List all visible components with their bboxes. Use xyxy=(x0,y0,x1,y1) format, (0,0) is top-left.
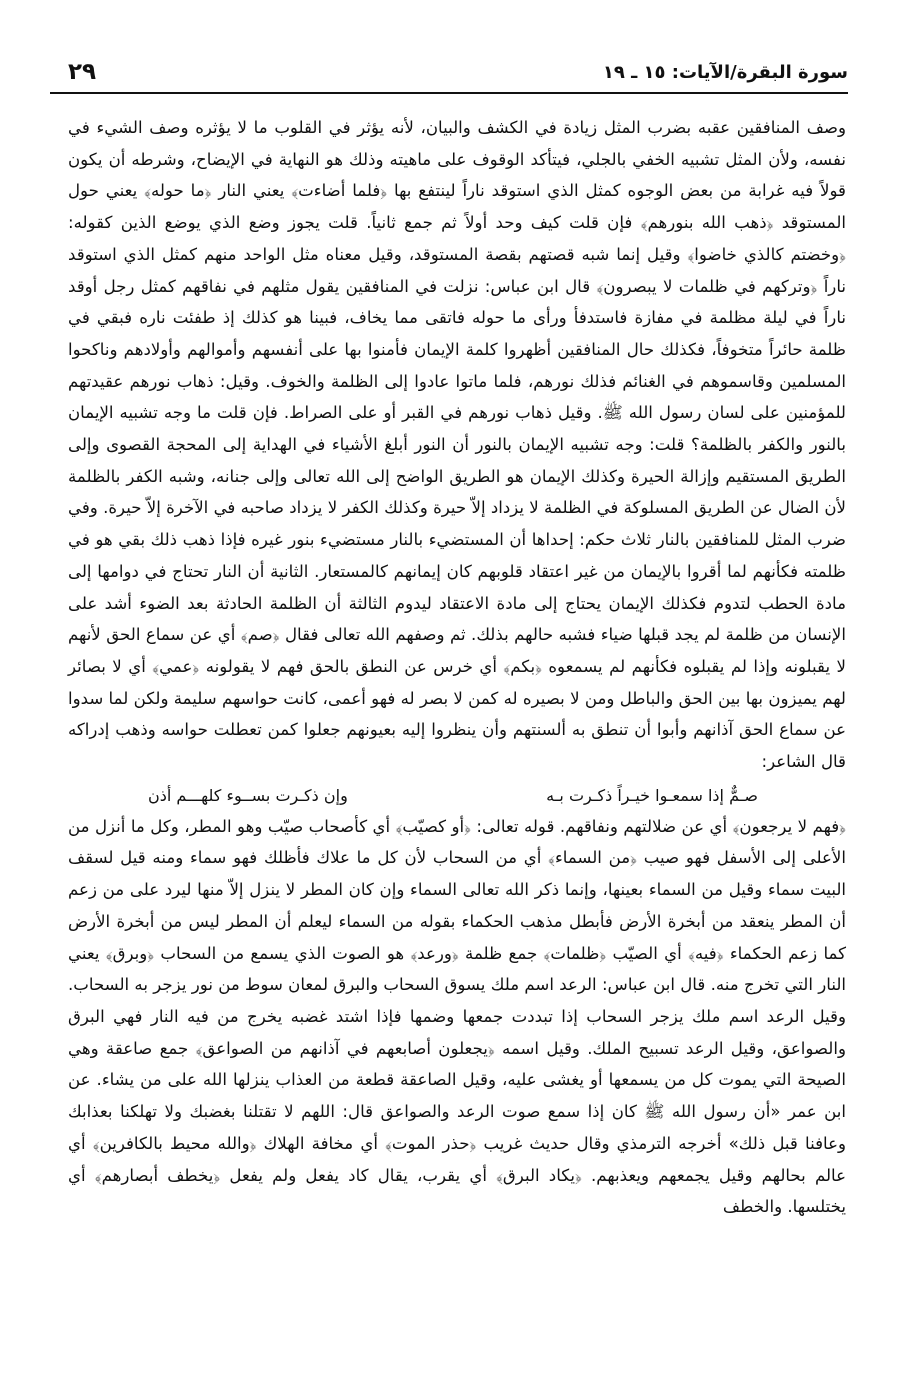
paragraph-commentary-2: ﴿فهم لا يرجعون﴾ أي عن ضلالتهم ونفاقهم. قوله تعالى: ﴿أو كصيّب﴾ أي كأصحاب صيّب وهو المطر، وكل ما أنزل من الأعلى إلى الأسفل فهو صيب ﴿من السماء﴾ أي من السحاب لأن كل ما علاك فأظلك فهو سماء ومنه قيل لسقف البيت سماء وقيل من السماء بعينها، وإنما ذكر الله تعالى السماء وإن كان المطر لا ينزل إلاّ منها ليرد على من زعم أن المطر ينعقد من أبخرة الأرض فأبطل مذهب الحكماء بقوله من السماء ليعلم أن المطر ليس من أبخرة الأرض كما زعم الحكماء ﴿فيه﴾ أي الصيّب ﴿ظلمات﴾ جمع ظلمة ﴿ورعد﴾ هو الصوت الذي يسمع من السحاب ﴿وبرق﴾ يعني النار التي تخرج منه. قال ابن عباس: الرعد اسم ملك يسوق السحاب والبرق لمعان سوط من نور يزجر به السحاب. وقيل الرعد اسم ملك يزجر السحاب إذا تبددت جمعها وضمها فإذا اشتد غضبه يخرج من فيه النار فهي البرق والصواعق، وقيل الرعد تسبيح الملك. وقيل اسمه ﴿يجعلون أصابعهم في آذانهم من الصواعق﴾ جمع صاعقة وهي الصيحة التي يموت كل من يسمعها أو يغشى عليه، وقيل الصاعقة قطعة من العذاب ينزلها الله على من يشاء. عن ابن عمر «أن رسول الله ﷺ كان إذا سمع صوت الرعد والصواعق قال: اللهم لا تقتلنا بغضبك ولا تهلكنا بعذابك وعافنا قبل ذلك» أخرجه الترمذي وقال حديث غريب ﴿حذر الموت﴾ أي مخافة الهلاك ﴿والله محيط بالكافرين﴾ أي عالم بحالهم وقيل يجمعهم ويعذبهم. ﴿يكاد البرق﴾ أي يقرب، يقال كاد يفعل ولم يفعل ﴿يخطف أبصارهم﴾ أي يختلسها. والخطف xyxy=(68,816,846,1217)
poem-left-hemistich: وإن ذكـرت بســوء كلهـــم أذن xyxy=(148,785,348,805)
poem-right-hemistich: صـمٌّ إذا سمعـوا خيـراً ذكـرت بـه xyxy=(546,785,758,805)
page-number: ٢٩ xyxy=(60,58,104,86)
body-text xyxy=(68,112,846,1223)
page-header xyxy=(50,56,848,94)
header-rule xyxy=(50,92,848,94)
poem-verse xyxy=(68,780,846,811)
paragraph-commentary-1: وصف المنافقين عقبه بضرب المثل زيادة في الكشف والبيان، لأنه يؤثر في القلوب ما لا يؤثره وصف الشيء في نفسه، ولأن المثل تشبيه الخفي بالجلي، فيتأكد الوقوف على ماهيته وذلك هو النهاية في الإيضاح، وشرطه أن يكون قولاً فيه غرابة من بعض الوجوه كمثل الذي استوقد ناراً لينتفع بها ﴿فلما أضاءت﴾ يعني النار ﴿ما حوله﴾ يعني حول المستوقد ﴿ذهب الله بنورهم﴾ فإن قلت كيف وحد أولاً ثم جمع ثانياً. قلت يجوز وضع الذي يوضع الذين كقوله: ﴿وخضتم كالذي خاضوا﴾ وقيل إنما شبه قصتهم بقصة المستوقد، وقيل معناه مثل الواحد منهم كمثل الذي استوقد ناراً ﴿وتركهم في ظلمات لا يبصرون﴾ قال ابن عباس: نزلت في المنافقين يقول مثلهم في نفاقهم كمثل رجل أوقد ناراً في ليلة مظلمة في مفازة فاستدفأ ورأى ما حوله فاتقى مما يخاف، فبينا هو كذلك إذ طفئت ناره فبقي في ظلمة حائراً متخوفاً، فكذلك حال المنافقين أظهروا كلمة الإيمان فأمنوا بها على أنفسهم وأموالهم وأولادهم وناكحوا المسلمين وقاسموهم في الغنائم فذلك نورهم، فلما ماتوا عادوا إلى الظلمة والخوف. وقيل: ذهاب نورهم عقيدتهم للمؤمنين على لسان رسول الله ﷺ. وقيل ذهاب نورهم في القبر أو على الصراط. فإن قلت ما وجه تشبيه الإيمان بالنور والكفر بالظلمة؟ قلت: وجه تشبيه الإيمان بالنور أن النور أبلغ الأشياء في الهداية إلى المحجة القصوى وإلى الطريق المستقيم وإزالة الحيرة وكذلك الإيمان هو الطريق الواضح إلى الله تعالى وإلى جنانه، وشبه الكفر بالظلمة لأن الضال عن الطريق المسلوكة في الظلمة لا يزداد إلاّ حيرة وكذلك الكفر لا يزداد صاحبه في الآخرة إلاّ حيرة. وفي ضرب المثل للمنافقين بالنار ثلاث حكم: إحداها أن المستضيء بالنار مستضيء بنور غيره فإذا ذهب ذلك بقي هو في ظلمته فكأنهم لما أقروا بالإيمان من غير اعتقاد قلوبهم كان إيمانهم كالمستعار. الثانية أن النار تحتاج في دوامها إلى مادة الحطب لتدوم فكذلك الإيمان يحتاج إلى مادة الاعتقاد ليدوم الثالثة أن الظلمة الحادثة بعد الضوء أشد على الإنسان من ظلمة لم يجد قبلها ضياء فشبه حالهم بذلك. ثم وصفهم الله تعالى فقال ﴿صم﴾ أي عن سماع الحق لأنهم لا يقبلونه وإذا لم يقبلوه فكأنهم لم يسمعوه ﴿بكم﴾ أي خرس عن النطق بالحق فهم لا يقولونه ﴿عمي﴾ أي لا بصائر لهم يميزون بها بين الحق والباطل ومن لا بصيره له كمن لا بصر له فهو أعمى، كانت حواسهم سليمة ولكن لما سدوا عن سماع الحق آذانهم وأبوا أن تنطق به ألسنتهم وأن ينظروا إليه بعيونهم جعلوا كمن تعطلت حواسه وذهب إدراكه قال الشاعر: xyxy=(68,118,846,772)
running-title: سورة البقرة/الآيات: ١٥ ـ ١٩ xyxy=(602,62,848,83)
